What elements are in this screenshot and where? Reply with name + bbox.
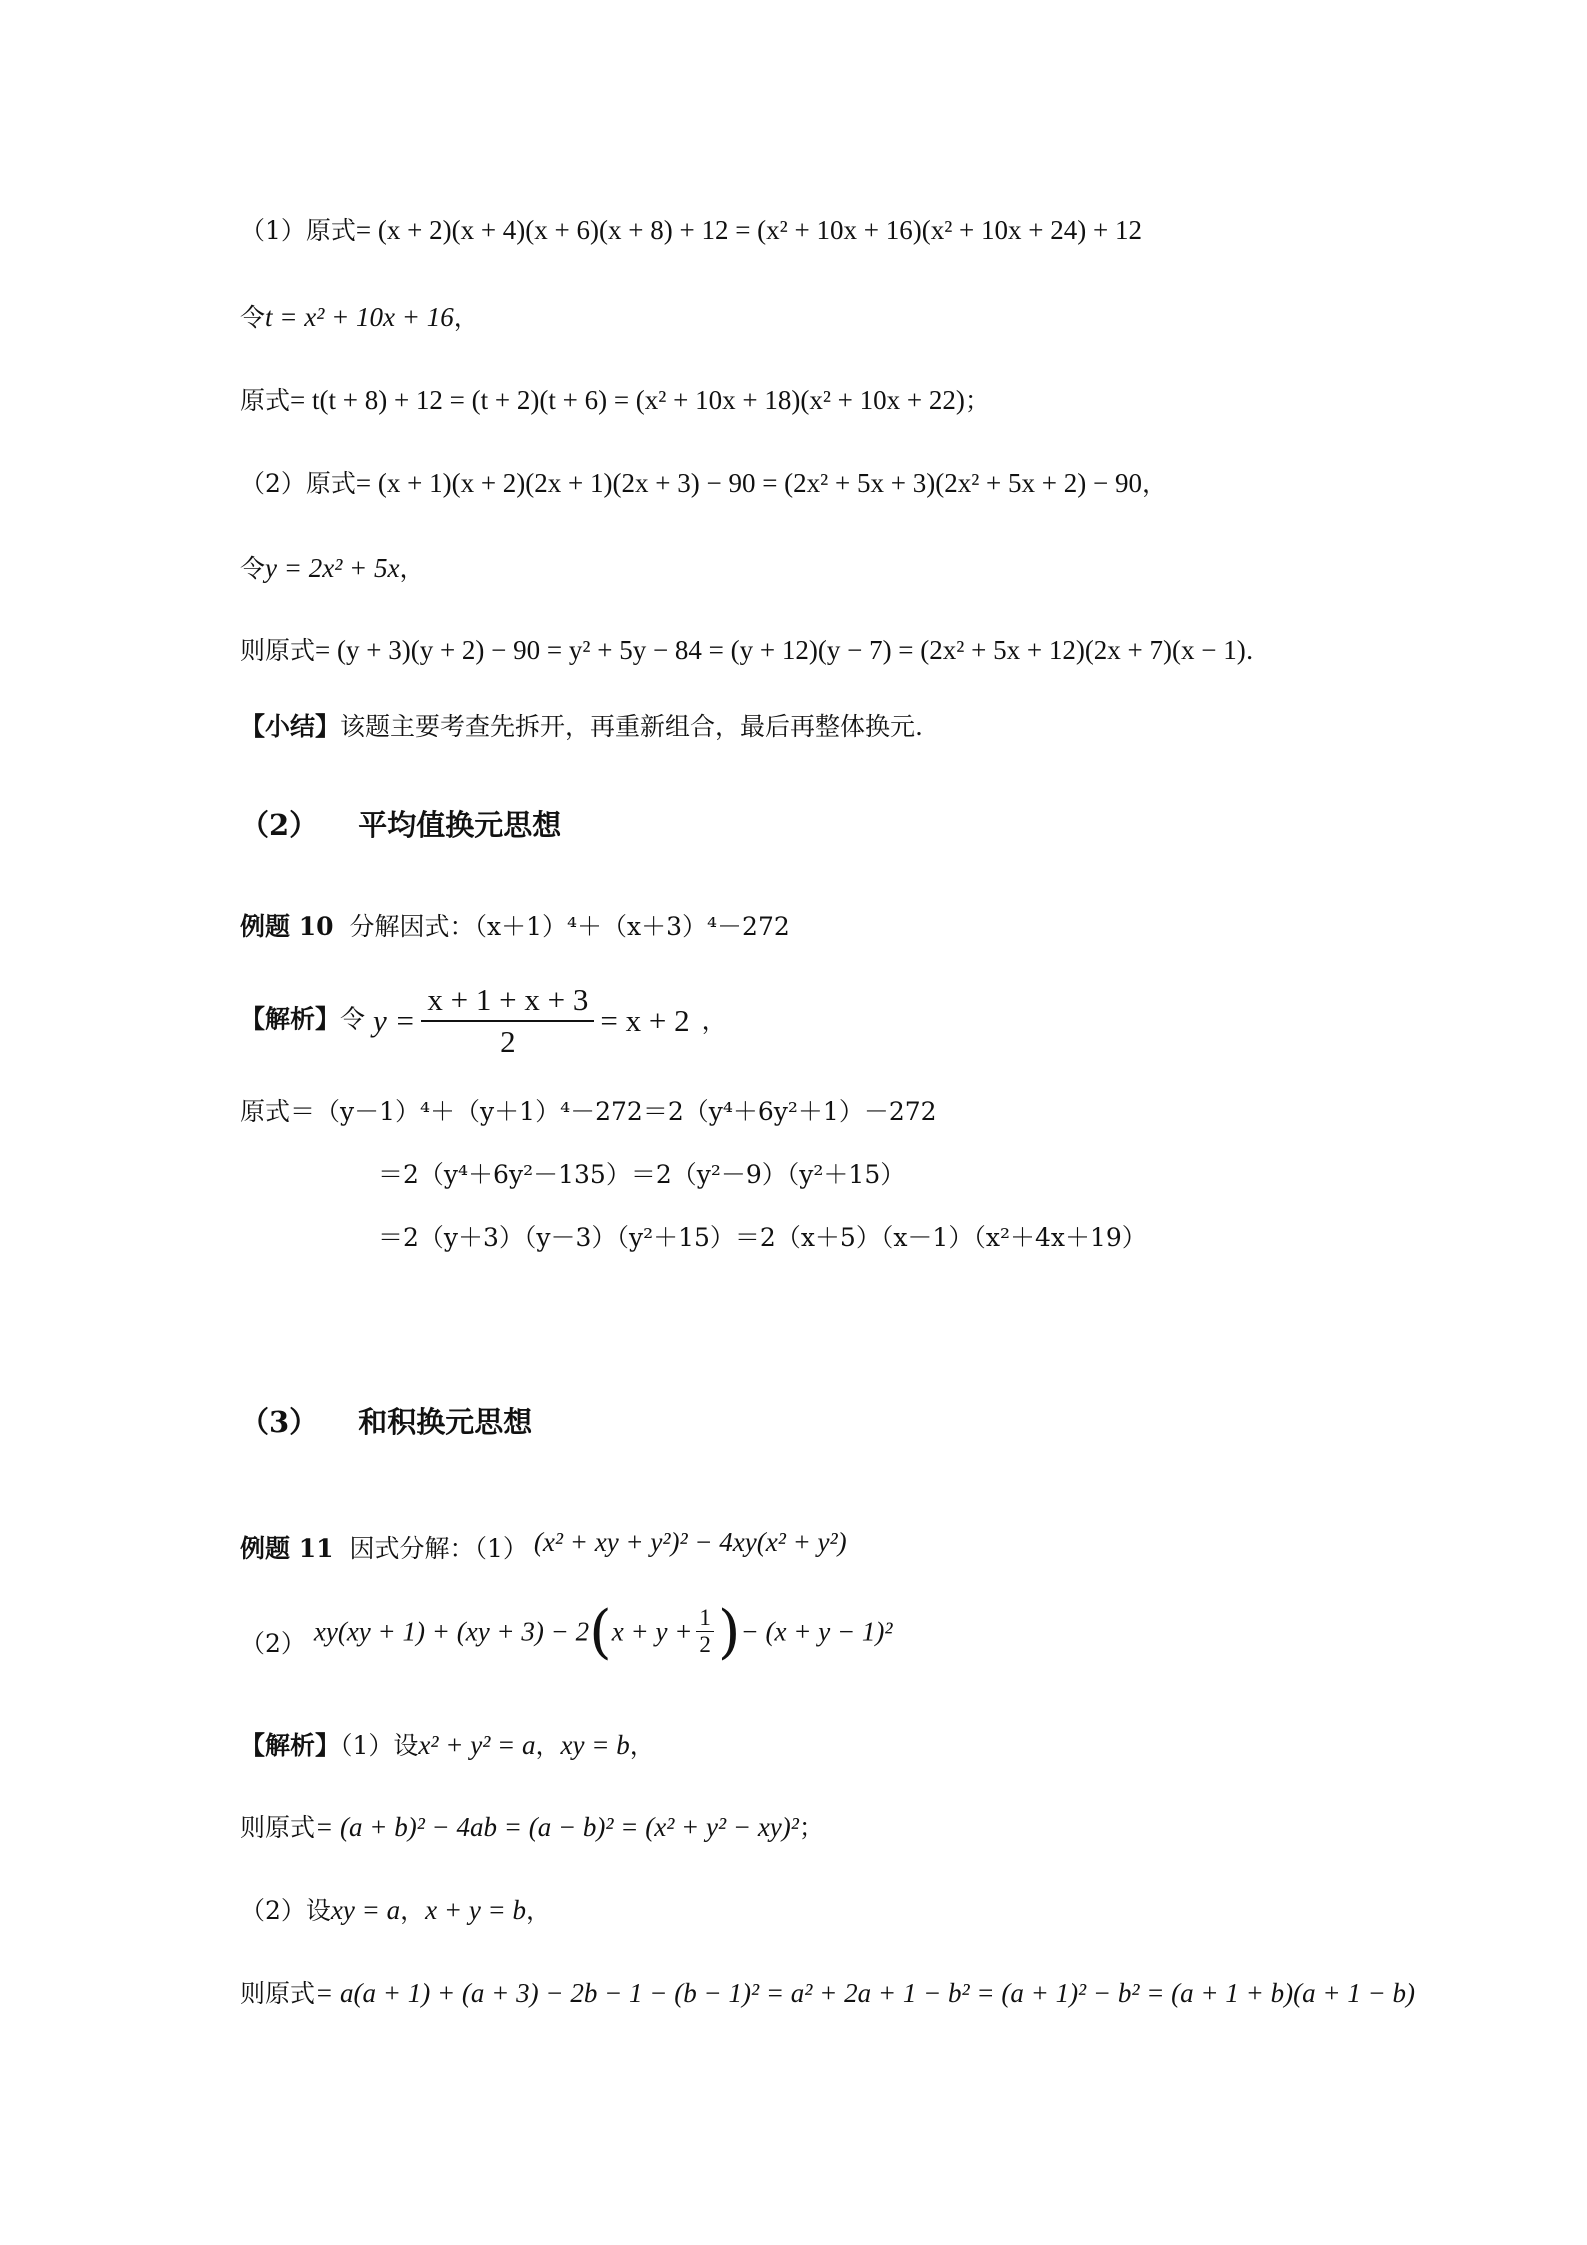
line-label: （2）原式 xyxy=(240,469,356,498)
fraction xyxy=(421,980,594,1062)
part-label: （2） xyxy=(240,1629,306,1658)
math-expression: t = x² + 10x + 16 xyxy=(265,302,454,332)
line-label: 则原式 xyxy=(240,1979,316,2008)
part-label: （1）设 xyxy=(340,1731,419,1760)
math-expression: (x² + xy + y²)² − 4xy(x² + y²) xyxy=(533,1527,847,1557)
fraction-denominator: 2 xyxy=(699,1632,711,1657)
fraction-numerator: 1 xyxy=(696,1605,714,1632)
solution-line-3 xyxy=(240,383,990,418)
math-expression: x + y = b xyxy=(425,1895,527,1925)
math-expression: = (x + 2)(x + 4)(x + 6)(x + 8) + 12 = (x² + 10x + 16)(x² + 10x + 24) + 12 xyxy=(355,215,1142,245)
separator: ， xyxy=(400,1896,426,1925)
example-text: 分解因式：（x＋1）⁴＋（x＋3）⁴－272 xyxy=(349,912,790,941)
line-label: 原式 xyxy=(240,386,291,415)
left-paren: ( xyxy=(589,1597,612,1666)
punctuation: ， xyxy=(453,303,479,332)
part-label: （2）设 xyxy=(240,1896,331,1925)
example-text: 因式分解：（1） xyxy=(349,1534,528,1563)
example-label: 例题 11 xyxy=(240,1534,334,1563)
punctuation: ， xyxy=(526,1896,552,1925)
punctuation: ， xyxy=(1141,469,1167,498)
solution-10-line-3 xyxy=(378,1221,1147,1255)
line-label: （1）原式 xyxy=(240,216,356,245)
section-heading-3 xyxy=(240,1405,532,1439)
solution-11-line-3 xyxy=(240,1893,551,1928)
example-label: 例题 10 xyxy=(240,912,334,941)
punctuation: ， xyxy=(629,1731,655,1760)
math-expression: y = 2x² + 5x xyxy=(265,553,400,583)
example-11-part-2 xyxy=(240,1597,893,1674)
rhs: = x + 2 xyxy=(600,1003,690,1038)
punctuation: ， xyxy=(399,554,425,583)
solution-line-6 xyxy=(240,633,1271,668)
solution-10-line-1 xyxy=(240,1095,937,1129)
punctuation: ， xyxy=(701,1006,727,1035)
math-expression: = (y + 3)(y + 2) − 90 = y² + 5y − 84 = (y + 12)(y − 7) = (2x² + 5x + 12)(2x + 7)(x − 1) xyxy=(315,635,1246,665)
math-part-b: x + y + xyxy=(611,1616,693,1647)
summary-tag: 【小结】 xyxy=(240,712,341,741)
math-part-a: xy(xy + 1) + (xy + 3) − 2 xyxy=(313,1616,590,1647)
math-text: ＝2（y⁴＋6y²－135）＝2（y²－9）（y²＋15） xyxy=(378,1160,906,1189)
solution-11-line-2 xyxy=(240,1810,824,1845)
substitution-word: 令 xyxy=(340,1004,366,1034)
lhs-y: y = xyxy=(372,1003,416,1038)
solution-line-5 xyxy=(240,551,425,586)
section-number: （3） xyxy=(240,1405,319,1439)
math-part-c: − (x + y − 1)² xyxy=(740,1616,893,1647)
section-number: （2） xyxy=(240,808,319,842)
example-10 xyxy=(240,910,790,944)
math-text: 原式＝（y－1）⁴＋（y＋1）⁴－272＝2（y⁴＋6y²＋1）－272 xyxy=(240,1097,937,1126)
solution-10-substitution xyxy=(240,980,727,1062)
math-expression: = a(a + 1) + (a + 3) − 2b − 1 − (b − 1)² = a² + 2a + 1 − b² = (a + 1)² − b² = (a + 1 + b)(a + 1 − b) xyxy=(315,1978,1416,2008)
math-expression: = (x + 1)(x + 2)(2x + 1)(2x + 3) − 90 = (2x² + 5x + 3)(2x² + 5x + 2) − 90 xyxy=(355,468,1142,498)
section-title: 平均值换元思想 xyxy=(358,808,562,842)
example-11 xyxy=(240,1525,847,1566)
math-expression: xy = a xyxy=(330,1895,401,1925)
math-expression: xy = b xyxy=(560,1730,630,1760)
math-text: ＝2（y＋3）（y－3）（y²＋15）＝2（x＋5）（x－1）（x²＋4x＋19） xyxy=(378,1223,1147,1252)
math-expression: x² + y² = a xyxy=(418,1730,536,1760)
solution-tag: 【解析】 xyxy=(240,1004,341,1034)
solution-11-line-4 xyxy=(240,1976,1415,2011)
solution-line-1 xyxy=(240,213,1142,248)
right-paren: ) xyxy=(717,1597,741,1666)
separator: ， xyxy=(535,1731,561,1760)
punctuation: ． xyxy=(1245,636,1271,665)
punctuation: ； xyxy=(798,1813,824,1842)
line-label: 令 xyxy=(240,554,266,583)
section-title: 和积换元思想 xyxy=(358,1405,533,1439)
summary-text: 该题主要考查先拆开，再重新组合，最后再整体换元. xyxy=(340,712,923,741)
solution-line-4 xyxy=(240,466,1167,501)
line-label: 令 xyxy=(240,303,266,332)
fraction-denominator: 2 xyxy=(500,1024,516,1059)
math-expression: = t(t + 8) + 12 = (t + 2)(t + 6) = (x² + 10x + 18)(x² + 10x + 22) xyxy=(290,385,965,415)
solution-line-2 xyxy=(240,300,479,335)
solution-10-line-2 xyxy=(378,1158,905,1192)
section-heading-2 xyxy=(240,808,561,842)
math-expression: = (a + b)² − 4ab = (a − b)² = (x² + y² − xy)² xyxy=(315,1812,799,1842)
summary-line xyxy=(240,710,923,744)
half-fraction xyxy=(696,1605,714,1658)
fraction-numerator: x + 1 + x + 3 xyxy=(421,980,594,1022)
punctuation: ； xyxy=(964,386,990,415)
line-label: 则原式 xyxy=(240,1813,316,1842)
line-label: 则原式 xyxy=(240,636,316,665)
solution-tag: 【解析】 xyxy=(240,1731,341,1760)
solution-11-line-1 xyxy=(240,1728,655,1763)
